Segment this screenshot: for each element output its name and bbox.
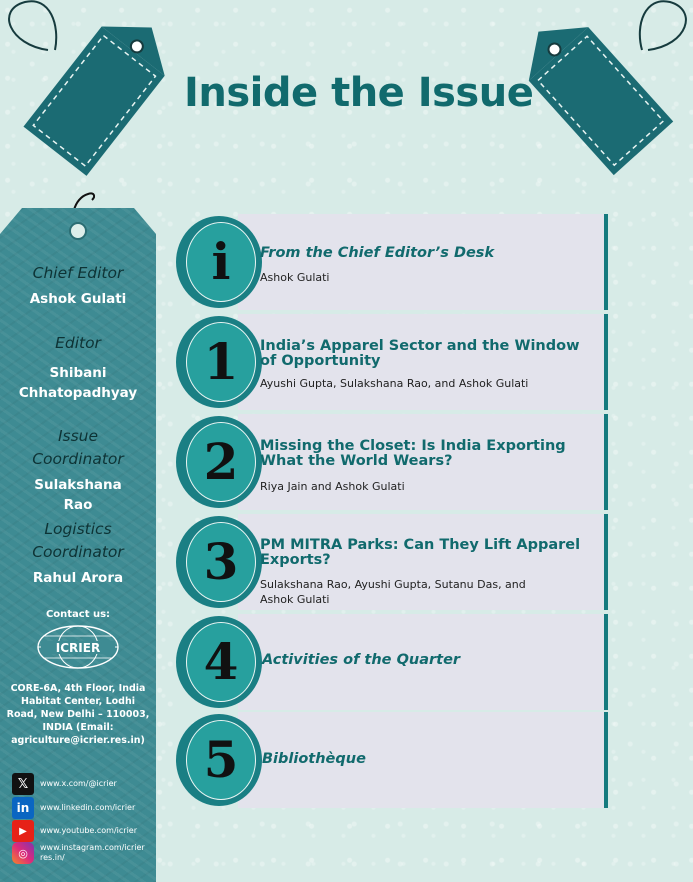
number-badge bbox=[176, 416, 262, 508]
article-authors: Sulakshana Rao, Ayushi Gupta, Sutanu Das, and Ashok Gulati bbox=[260, 578, 526, 606]
article-row[interactable] bbox=[176, 514, 610, 610]
social-x[interactable] bbox=[12, 773, 142, 795]
number-badge bbox=[176, 616, 262, 708]
person-name: Shibani Chhatopadhyay bbox=[18, 365, 138, 401]
number-badge bbox=[176, 714, 262, 806]
number-badge bbox=[176, 216, 262, 308]
article-title[interactable]: From the Chief Editor’s Desk bbox=[260, 245, 495, 261]
credit-chief-editor bbox=[0, 262, 156, 309]
article-card bbox=[238, 214, 608, 310]
article-row[interactable] bbox=[176, 414, 610, 510]
article-row[interactable] bbox=[176, 712, 610, 808]
article-number: 5 bbox=[203, 730, 239, 789]
instagram-icon: ◎ bbox=[12, 842, 34, 864]
article-number: 2 bbox=[203, 432, 239, 491]
address: CORE-6A, 4th Floor, India Habitat Center, Lodhi Road, New Delhi – 110003, INDIA (Email: agriculture@icrier.res.in) bbox=[6, 683, 150, 746]
role-label: Chief Editor bbox=[32, 264, 124, 282]
article-title[interactable]: Missing the Closet: Is India Exporting What the World Wears? bbox=[260, 438, 566, 469]
article-authors: Ayushi Gupta, Sulakshana Rao, and Ashok Gulati bbox=[260, 377, 529, 390]
credit-logistics-coordinator bbox=[0, 518, 156, 588]
article-number: 4 bbox=[203, 632, 239, 691]
article-title[interactable]: PM MITRA Parks: Can They Lift Apparel Exports? bbox=[260, 537, 581, 568]
article-row[interactable] bbox=[176, 314, 610, 410]
person-name: Rahul Arora bbox=[32, 570, 124, 586]
social-url[interactable]: www.x.com/@icrier bbox=[40, 779, 117, 788]
person-name: Ashok Gulati bbox=[29, 291, 127, 307]
youtube-icon: ▶ bbox=[12, 820, 34, 842]
logo-text: ICRIER bbox=[55, 641, 101, 655]
article-title[interactable]: India’s Apparel Sector and the Window of Opportunity bbox=[260, 338, 580, 369]
credit-issue-coordinator bbox=[0, 425, 156, 515]
linkedin-icon: in bbox=[12, 797, 34, 819]
left-hanging-tag-icon bbox=[0, 0, 175, 180]
social-youtube[interactable] bbox=[12, 820, 142, 842]
article-title[interactable]: Bibliothèque bbox=[262, 751, 366, 767]
tag-hole bbox=[69, 222, 87, 240]
credit-editor bbox=[0, 332, 156, 403]
social-url[interactable]: www.linkedin.com/icrier bbox=[40, 803, 136, 812]
person-name: Sulakshana Rao bbox=[34, 477, 122, 513]
article-number: i bbox=[211, 232, 231, 291]
article-row[interactable] bbox=[176, 214, 610, 310]
page-title: Inside the Issue bbox=[184, 70, 534, 116]
article-authors: Ashok Gulati bbox=[260, 271, 330, 284]
social-linkedin[interactable] bbox=[12, 797, 142, 819]
social-url[interactable]: www.instagram.com/icrier res.in/ bbox=[40, 843, 145, 862]
icrier-logo bbox=[35, 624, 121, 670]
role-label: Editor bbox=[55, 334, 101, 352]
article-row[interactable] bbox=[176, 614, 610, 710]
role-label: Issue Coordinator bbox=[32, 427, 124, 468]
social-url[interactable]: www.youtube.com/icrier bbox=[40, 826, 138, 835]
article-authors: Riya Jain and Ashok Gulati bbox=[260, 480, 405, 493]
x-icon: 𝕏 bbox=[12, 773, 34, 795]
social-instagram[interactable] bbox=[12, 842, 145, 864]
number-badge bbox=[176, 516, 262, 608]
article-title[interactable]: Activities of the Quarter bbox=[262, 652, 461, 668]
article-number: 3 bbox=[203, 532, 239, 591]
right-hanging-tag-icon bbox=[520, 0, 693, 180]
role-label: Logistics Coordinator bbox=[32, 520, 124, 561]
contact-label: Contact us: bbox=[45, 609, 111, 620]
article-number: 1 bbox=[203, 332, 239, 391]
number-badge bbox=[176, 316, 262, 408]
